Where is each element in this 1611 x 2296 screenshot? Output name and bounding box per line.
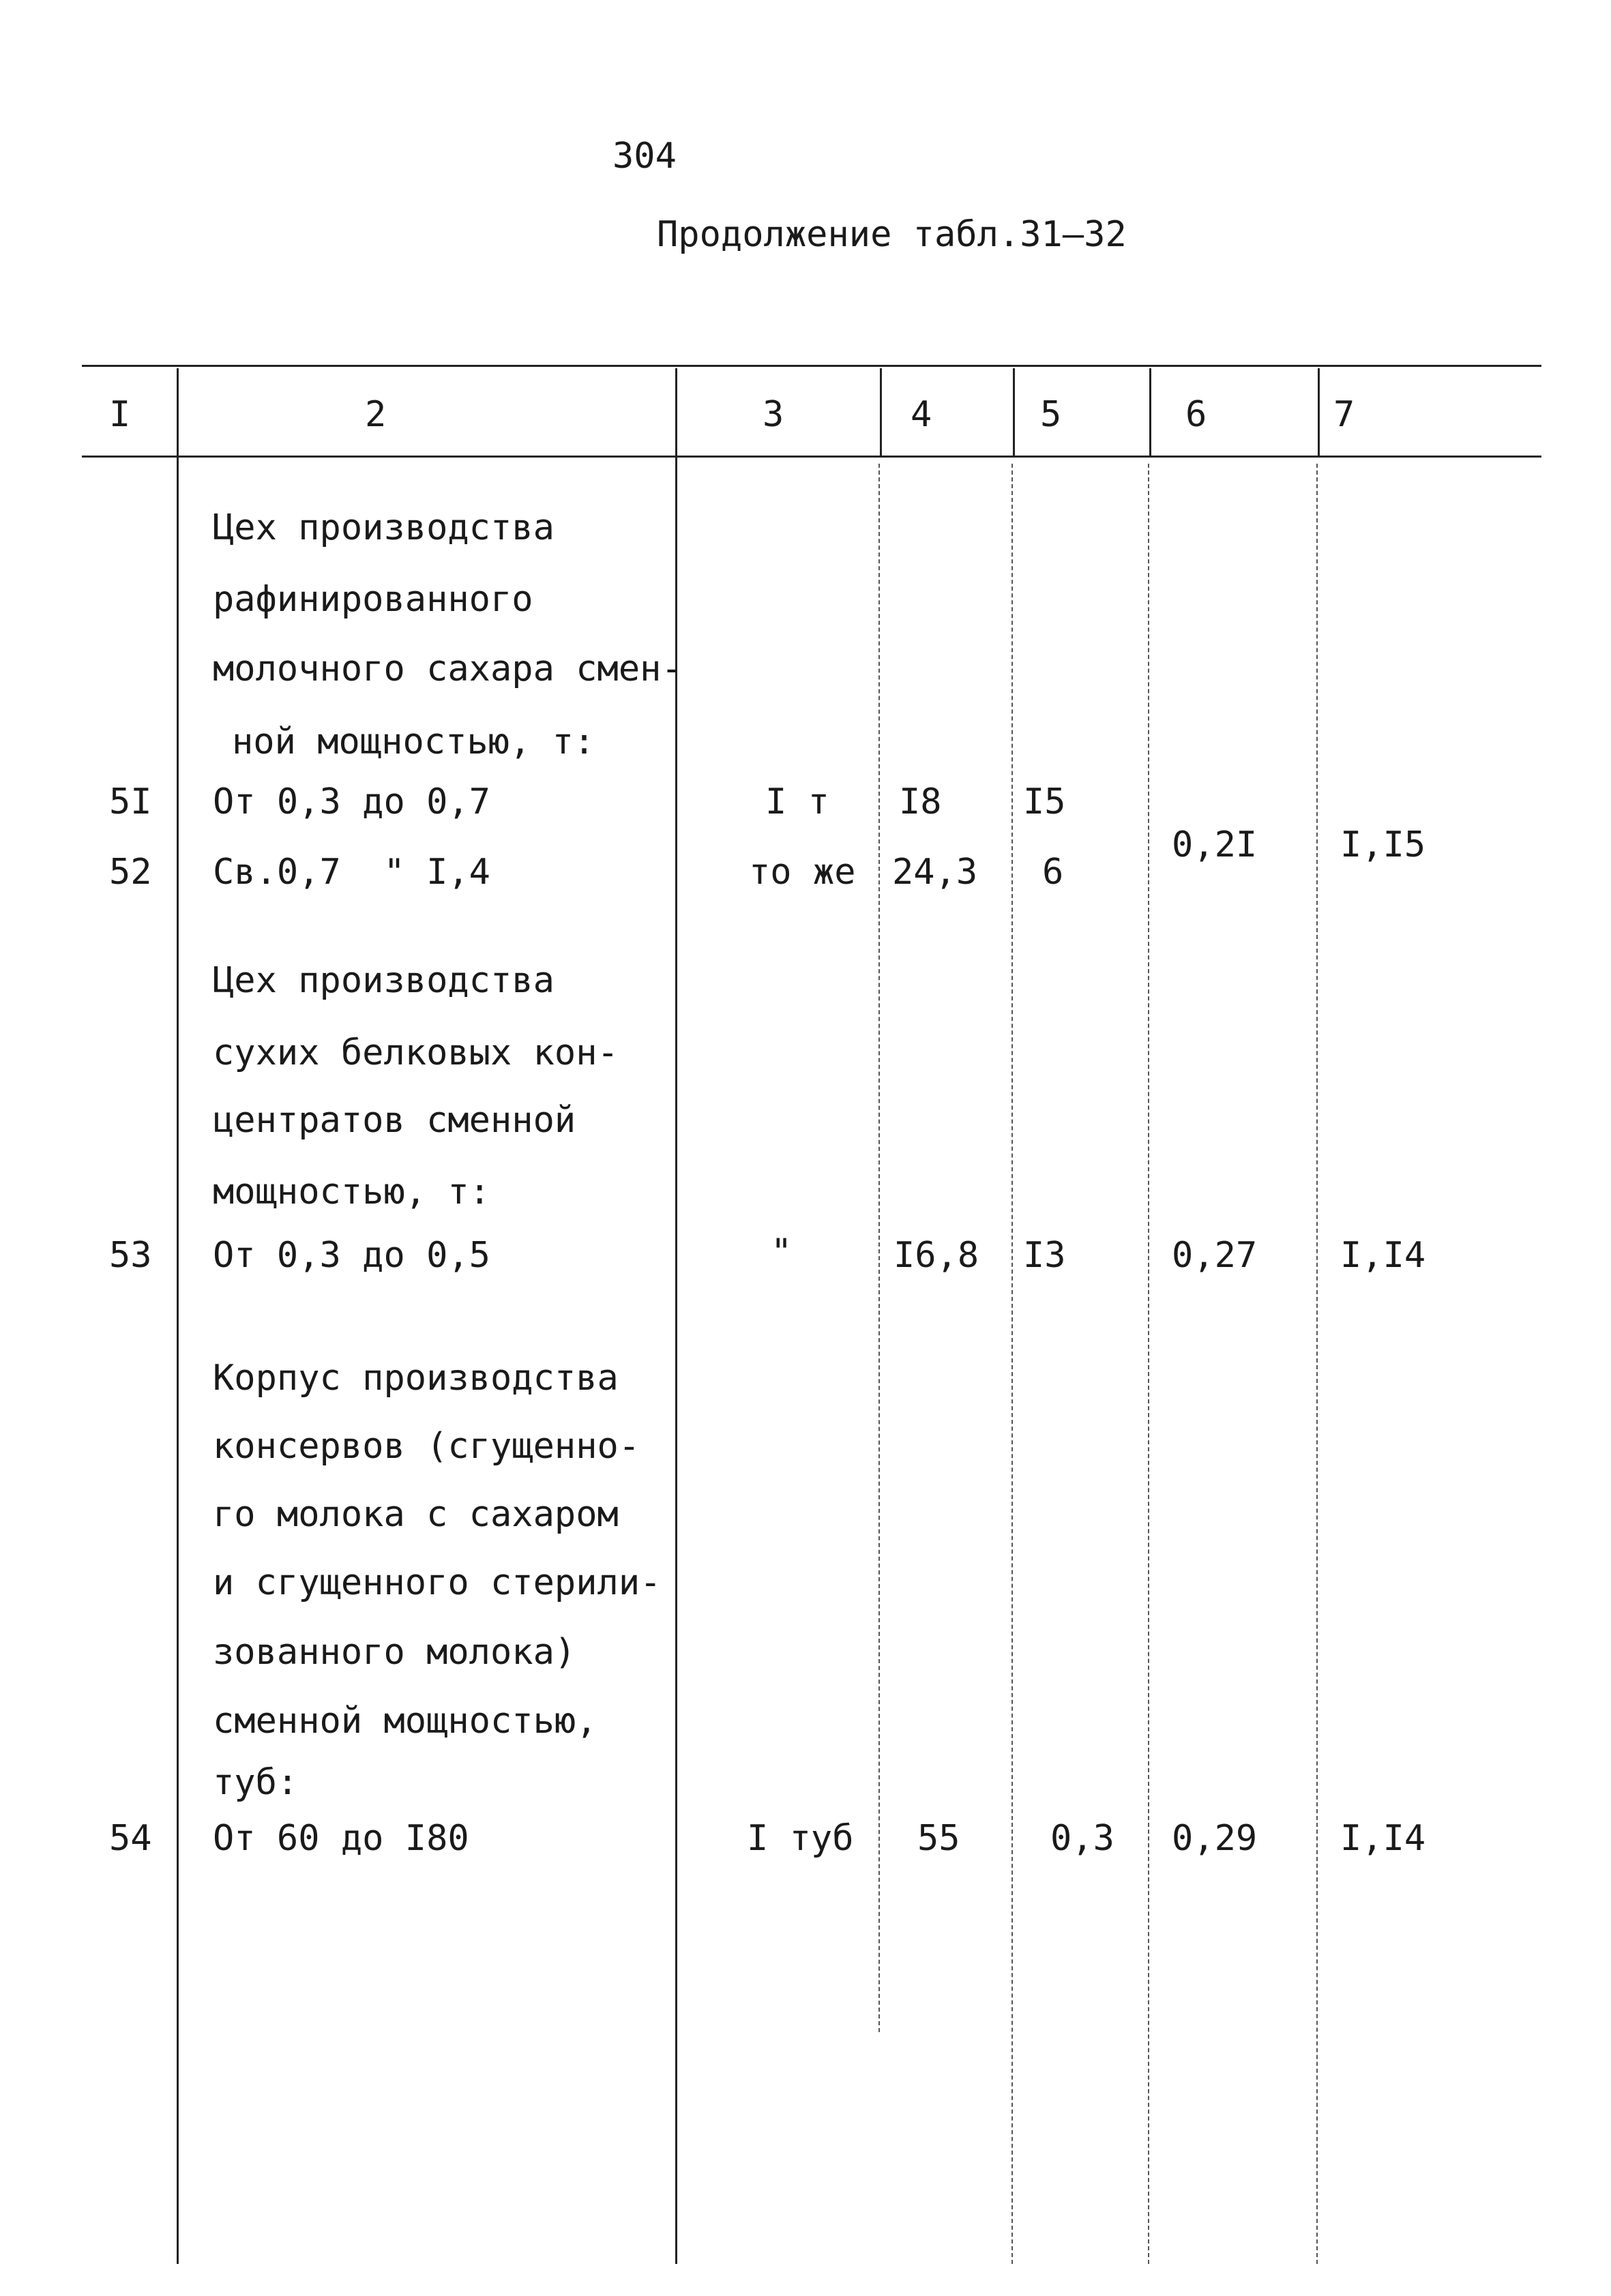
row-col7: I,I4 [1340, 1235, 1426, 1276]
row-unit: I туб [747, 1818, 854, 1859]
section-title-line: консервов (сгущенно- [213, 1426, 640, 1467]
row-col4: I8 [899, 781, 942, 822]
row-col5: I3 [1023, 1235, 1066, 1276]
section-title-line: центратов сменной [213, 1100, 576, 1141]
row-number: 54 [109, 1818, 152, 1859]
row-col6: 0,29 [1172, 1818, 1258, 1859]
section-title-line: сменной мощностью, [213, 1701, 597, 1742]
table-caption: Продолжение табл.31–32 [657, 214, 1127, 255]
row-unit: " [771, 1232, 793, 1272]
section-title-line: Цех производства [213, 507, 555, 548]
row-col4: I6,8 [893, 1235, 979, 1276]
column-header-7: 7 [1333, 394, 1355, 435]
column-header-2: 2 [365, 394, 387, 435]
column-separator-5 [1148, 464, 1149, 2264]
column-separator-4 [1011, 464, 1013, 2264]
row-col5: 6 [1042, 852, 1064, 893]
row-unit: то же [749, 852, 856, 893]
row-col6: 0,27 [1172, 1235, 1258, 1276]
column-header-1: I [109, 394, 131, 435]
column-separator-6 [1316, 464, 1318, 2264]
row-name: От 60 до I80 [213, 1818, 469, 1859]
merged-col7: I,I5 [1340, 824, 1426, 865]
row-col5: 0,3 [1050, 1818, 1114, 1859]
section-title-line: зованного молока) [213, 1632, 576, 1673]
section-title-line: сухих белковых кон- [213, 1032, 619, 1073]
column-header-4: 4 [911, 394, 932, 435]
section-title-line: и сгущенного стерили- [213, 1562, 662, 1603]
table-header-rule [82, 456, 1541, 458]
column-separator-6-header [1318, 368, 1320, 456]
column-header-6: 6 [1185, 394, 1207, 435]
column-separator-4-header [1013, 368, 1015, 456]
row-name: От 0,3 до 0,5 [213, 1235, 490, 1276]
table-top-rule [82, 365, 1541, 367]
row-number: 52 [109, 852, 152, 893]
row-col4: 55 [917, 1818, 960, 1859]
row-col5: I5 [1023, 781, 1066, 822]
row-unit: I т [765, 781, 829, 822]
row-number: 53 [109, 1235, 152, 1276]
column-separator-3 [878, 464, 880, 2032]
row-name: От 0,3 до 0,7 [213, 781, 490, 822]
column-separator-1 [177, 368, 179, 2264]
section-title-line: ной мощностью, т: [232, 721, 595, 762]
column-header-5: 5 [1040, 394, 1062, 435]
row-col4: 24,3 [892, 852, 978, 893]
section-title-line: туб: [213, 1762, 299, 1803]
column-header-3: 3 [763, 394, 784, 435]
row-number: 5I [109, 781, 152, 822]
section-title-line: Корпус производства [213, 1358, 619, 1399]
section-title-line: го молока с сахаром [213, 1494, 619, 1535]
page-number: 304 [612, 136, 677, 177]
section-title-line: молочного сахара смен- [213, 648, 683, 689]
row-name: Св.0,7 " I,4 [213, 852, 490, 893]
column-separator-5-header [1149, 368, 1151, 456]
section-title-line: мощностью, т: [213, 1172, 490, 1212]
row-col7: I,I4 [1340, 1818, 1426, 1859]
section-title-line: рафинированного [213, 579, 533, 620]
section-title-line: Цех производства [213, 960, 555, 1001]
merged-col6: 0,2I [1172, 824, 1258, 865]
column-separator-3-header [880, 368, 882, 456]
